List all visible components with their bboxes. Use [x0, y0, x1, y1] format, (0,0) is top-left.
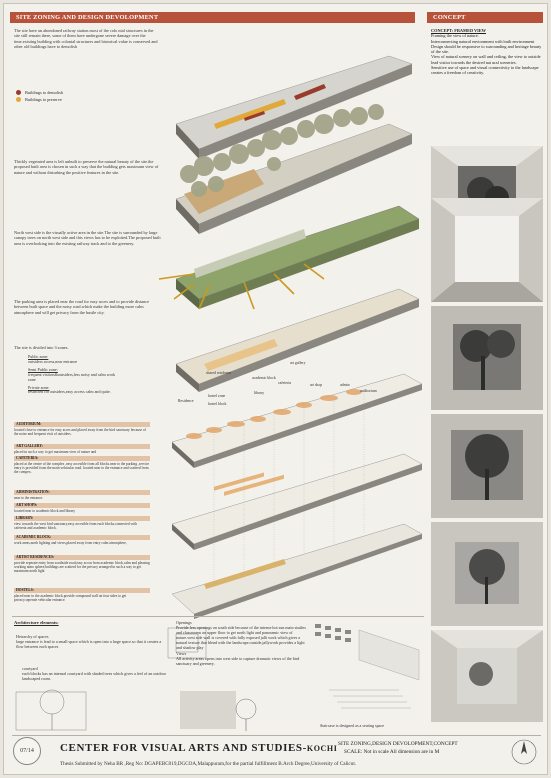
arch-hierarchy — [16, 634, 164, 649]
diagram-zoning-slab — [172, 374, 422, 468]
presentation-sheet — [3, 3, 548, 775]
para-parking: The parking area is placed near the road for easy acces and to provide distance between built space and the noisy road.which make the building more calm atmosphere and will get privacy from the bustle city. — [14, 299, 150, 315]
zone-label-admin: admin — [340, 383, 350, 387]
legend-dot-demolish — [16, 90, 21, 95]
concept-line-5: Sensitive use of space and visual connectivity to the landscape creates a freedom of creativity. — [431, 65, 539, 76]
divider-bottom — [12, 616, 424, 617]
sheet-subject: SITE ZONING,DESIGN DEVOLOPMENT,CONCEPT — [338, 741, 458, 747]
zone-private-title: Private zone: — [28, 384, 50, 390]
site-axonometric-diagrams — [154, 24, 424, 619]
diagram-parking-slab — [176, 289, 419, 392]
arch-views-title: Views — [176, 651, 187, 656]
para-existing-structures: The site have an abondoned railway station.most of the colo nial structures in the site still remain there, some of them have undergone severe damage over the time.existing building with colonial structures and historical value is conserved and other old buildings have to demolish — [14, 28, 158, 50]
openings-sketch — [176, 687, 306, 733]
legend-dot-preserve — [16, 97, 21, 102]
zone-public-title: Public zone: — [28, 354, 49, 359]
arch-courtyard — [22, 666, 172, 681]
zones-list — [28, 355, 118, 395]
courtyard-sketch — [14, 684, 94, 732]
framed-view-6 — [431, 630, 543, 722]
prog-academic-title: ACADEMIC BLOCK: — [14, 535, 150, 540]
framed-view-3 — [431, 306, 543, 410]
zone-private-desc: restricted for outsiders,easy access calm and quite. — [28, 389, 111, 395]
prog-cafeteria-title: CAFETERIA: — [14, 456, 150, 461]
section-header-concept: CONCEPT — [427, 12, 543, 23]
legend-label-demolish: Buildings to demolish — [25, 90, 63, 95]
concept-line-2: Interconnecting natural environment with built environment — [431, 38, 535, 44]
thesis-credit: Thesis Submitted by Neha BR ,Reg No: DGAPEBC019,DGCOA,Malappuram,for the partial fulfillment B.Arch Degree,University of Calicut. — [60, 761, 357, 767]
arch-hierarchy-title: Heirarchy of spaces — [16, 634, 49, 639]
project-title-place: KOCHI — [306, 744, 338, 753]
concept-line-4: View of natural scenery on wall and ceiling, the view to outside lead visitor towards the desired nat ural sceneries. — [431, 54, 541, 65]
staircase-caption: Staircase is designed as a seating space — [320, 723, 385, 728]
zone-label-residence: Residence — [178, 399, 194, 403]
arch-openings — [176, 620, 306, 666]
arch-elements-title: Architecture elements: — [14, 620, 59, 625]
arch-hierarchy-desc: large entrance is lead to a small space which is open into a large space.so that it creates a flow between each spaces — [16, 639, 162, 649]
prog-gallery-desc: placed in such a way to get maximum view of nature and — [14, 450, 97, 454]
prog-residence-desc: provide seperate entry from southside road,easy accsn from academic block,calm and pleasing working atmo sphere,buildings are scatterd for the privacy arranged in such a way to get maximum north light — [14, 561, 150, 574]
prog-residence-title: ARTIST RESIDENCES: — [14, 555, 150, 560]
concept-text — [431, 28, 543, 76]
framed-view-2 — [431, 198, 543, 302]
zone-label-hostel-zone: hostel zone — [208, 394, 226, 398]
legend-label-preserve: Buildings to preserve — [25, 97, 62, 102]
framed-view-5 — [431, 522, 543, 626]
arch-openings-desc: Provide less openings on south side because of the intense hot sun.main studies and classrooms on upper floor to get north light and panoramic view of nature.west side wall is covered with fully exposed jalli work which gives a natural texture that blend with the landscape.outside,jallywork provides a light and shadow play — [176, 625, 306, 650]
section-header-zoning: SITE ZONING AND DESIGN DEVOLOPMENT — [10, 12, 415, 23]
prog-academic-desc: work areas,north lighting and views,placed away from entry calm atmosphere, — [14, 541, 127, 545]
sheet-scale: SCALE: Not in scale All dimension are in M — [344, 749, 440, 755]
concept-line-3: Design should be responsive to surrounding and heritage beauty of the site. — [431, 43, 542, 55]
page-number: 07/14 — [13, 737, 41, 765]
arch-courtyard-desc: each blocks has an internal courtyard with shaded trees which gives a feel of an outdoor landscaped room. — [22, 671, 167, 681]
zone-label-cafeteria: cafeteria — [278, 381, 292, 385]
prog-hostel-desc: placed near to the academic block.provide compound wall on four sides to get privacy.seperate vehicular entrance. — [14, 594, 127, 603]
prog-admin-title: ADMINISTRATION: — [14, 490, 150, 495]
concept-title: CONCEPT: FRAMED VIEW — [431, 28, 486, 33]
arch-openings-title: Openings — [176, 620, 192, 625]
prog-shops-title: ART SHOPS: — [14, 503, 150, 508]
arch-views-desc: All activity areas opens into west side to capture dramatic views of the bird sanctuary and greenery. — [176, 656, 300, 666]
zone-label-art-shop: art shop — [310, 383, 323, 387]
arch-courtyard-title: courtyard — [22, 666, 38, 671]
prog-shops-desc: located near to academic block and library — [14, 509, 76, 513]
framed-view-4 — [431, 414, 543, 518]
para-vegetation: Thickly vegetated area is left unbuilt to preserve the natural beauty of the site.the proposed built area is chosen in such a way that the building gets maximum view of nature and without disturbing the positive features in the site. — [14, 159, 159, 175]
zone-label-auditorium: auditorium — [360, 389, 377, 393]
prog-gallery-title: ART GALLERY: — [14, 444, 150, 449]
project-title — [60, 742, 337, 754]
zone-label-academic-block: academic block — [252, 376, 276, 380]
zone-label-hostel-block: hostel block — [208, 402, 227, 406]
prog-auditorium-title: AUDITORIUM: — [14, 422, 150, 427]
prog-library-desc: view towards the west bird sanctuary,easy accesible from each blocks,connected with cafeteria and academic block. — [14, 522, 137, 531]
legend — [16, 89, 156, 103]
zone-semi-title: Semi Public zone: — [28, 366, 58, 372]
prog-admin-desc: near to the entrance. — [14, 496, 44, 500]
prog-cafeteria-desc: placed at the centre of the complex ,easy accesible from all blocks.near to the parking ,service entry is provided from the main vehicular road. located near to the entrance and scatterd from the compex. — [14, 462, 150, 475]
para-views: North west side is the visually active area in the site.The site is surrounded by large canopy trees on north west side and this views has to be exploited.The proposed built area is overlooking into the existing railway track and to the greenery. — [14, 230, 161, 246]
prog-library-title: LIBRARY: — [14, 516, 150, 521]
zone-public-desc: outsiders access,near entrance — [28, 358, 78, 364]
north-arrow-icon — [510, 738, 538, 766]
divider-footer — [12, 735, 541, 736]
zone-label-library: library — [254, 391, 265, 395]
zone-label-shared-residence: shared residence — [206, 371, 232, 375]
zones-intro: The site is divided into 3 zones. — [14, 345, 69, 350]
zone-semi-desc: frequent visitors&outsiders,less noisy and calm work zone — [28, 371, 116, 382]
zone-label-art-gallery: art gallery — [290, 361, 306, 365]
prog-hostel-title: HOSTELS: — [14, 588, 150, 593]
concept-line-1: Framing the view of nature. — [431, 33, 479, 39]
project-title-main: CENTER FOR VISUAL ARTS AND STUDIES- — [60, 742, 307, 754]
jalli-stair-sketch — [309, 620, 423, 724]
prog-auditorium-desc: located close to entrance for easy acces and placed away from the bird sanctuary because of the noise and frequent visit of outsiders. — [14, 428, 147, 437]
